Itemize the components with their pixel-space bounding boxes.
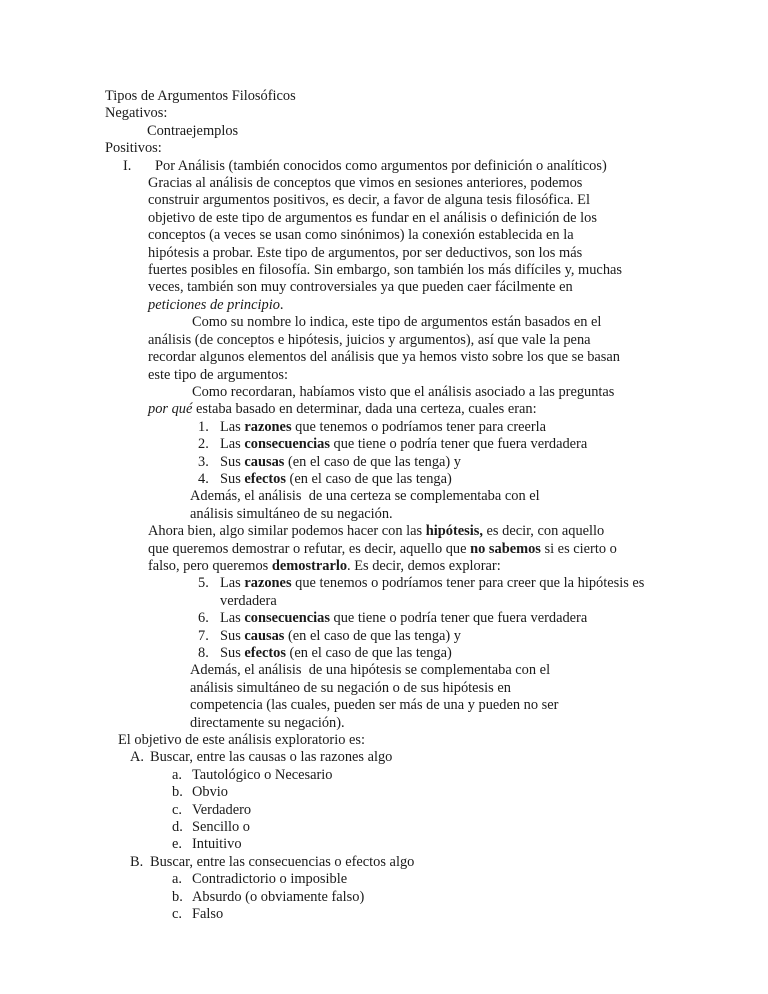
list-text — [220, 454, 667, 471]
negatives-label: Negativos: — [105, 105, 168, 122]
list-text: Tautológico o Necesario — [192, 766, 333, 783]
list-text — [220, 419, 667, 436]
list-item — [130, 767, 667, 784]
section-a-items — [130, 767, 667, 854]
list-marker: 4. — [198, 470, 209, 487]
list-text-pre: Las — [220, 418, 245, 435]
list-item — [105, 419, 667, 436]
list-text: Intuitivo — [192, 836, 242, 853]
list-marker: d. — [172, 819, 183, 836]
section-heading: Buscar, entre las consecuencias o efectos algo — [150, 853, 415, 870]
list-text — [220, 610, 667, 627]
list-text — [220, 628, 667, 645]
list-text-bold: efectos — [244, 470, 286, 487]
list-text-post: (en el caso de que las tenga) y — [284, 453, 461, 470]
certainty-list — [105, 419, 667, 489]
section-b — [105, 854, 667, 924]
list-item — [130, 871, 667, 888]
list-item — [130, 889, 667, 906]
paragraph-1-italic-peticiones: peticiones de principio — [148, 296, 280, 313]
list-text-post: que tenemos o podríamos tener para creer que la hipótesis es verdadera — [220, 575, 645, 609]
hypothesis-intro-e: . Es decir, demos explorar: — [347, 557, 501, 574]
list-marker: 5. — [198, 575, 209, 592]
list-item — [105, 645, 667, 662]
paragraph-3-text-b: estaba basado en determinar, dada una certeza, cuales eran: — [192, 401, 537, 418]
list-item — [130, 802, 667, 819]
paragraph-1-text-a: Gracias al análisis de conceptos que vimos en sesiones anteriores, podemos construir argumentos positivos, es decir, a favor de alguna tesis filosófica. El objetivo de este tipo de argumentos es fundar en el análisis o definición de los conceptos (a veces se usan como sinónimos) la conexión establecida en la hipótesis a probar. Este tipo de argumentos, por ser deductivos, son los más fuertes posibles en filosofía. Sin embargo, son también los más difíciles y, muchas veces, también son muy controversiales ya que pueden caer fácilmente en — [148, 175, 623, 296]
analysis-body — [105, 175, 624, 419]
list-item — [130, 784, 667, 801]
paragraph-3-text-a: Como recordaran, habíamos visto que el análisis asociado a las preguntas — [192, 383, 615, 400]
paragraph-analysis-2: Como su nombre lo indica, este tipo de argumentos están basados en el análisis (de conceptos e hipótesis, juicios y argumentos), así que vale la pena recordar algunos elementos del análisis que ya hemos visto sobre los que se basan este tipo de argumentos: — [148, 314, 620, 383]
paragraph-analysis-1 — [148, 175, 624, 314]
list-item — [105, 575, 667, 610]
section-b-heading-row — [130, 854, 667, 871]
list-text-pre: Sus — [220, 470, 245, 487]
list-text-bold: causas — [244, 627, 285, 644]
paragraph-3-italic-por-que: por qué — [148, 401, 193, 418]
list-text-bold: razones — [244, 575, 292, 592]
list-item — [105, 454, 667, 471]
hypothesis-intro-bold-demostrarlo: demostrarlo — [271, 557, 348, 574]
hypothesis-note: Además, el análisis de una hipótesis se complementaba con el análisis simultáneo de su negación o de sus hipótesis en competencia (las cuales, pueden ser más de una y pueden no ser directamente su negación). — [190, 662, 563, 731]
list-text-bold: razones — [244, 418, 292, 435]
list-text: Absurdo (o obviamente falso) — [192, 888, 365, 905]
list-marker: c. — [172, 801, 182, 818]
list-marker: 8. — [198, 645, 209, 661]
list-item — [130, 836, 667, 853]
list-text-bold: consecuencias — [244, 436, 330, 453]
hypothesis-intro-bold-no-sabemos: no sabemos — [470, 540, 541, 557]
list-marker: e. — [172, 836, 182, 853]
list-text-pre: Sus — [220, 453, 245, 470]
certainty-note: Además, el análisis de una certeza se complementaba con el análisis simultáneo de su negación. — [190, 488, 544, 522]
hypothesis-intro-d: si es cierto o falso, pero queremos — [148, 540, 617, 574]
list-text: Contradictorio o imposible — [192, 871, 348, 888]
roman-marker-i: I. — [123, 157, 132, 174]
list-text-post: que tenemos o podríamos tener para creerla — [291, 418, 547, 435]
list-item — [105, 628, 667, 645]
hypothesis-intro-bold-hipotesis: hipótesis, — [425, 523, 483, 540]
section-marker: A. — [130, 749, 144, 766]
list-text-post: que tiene o podría tener que fuera verdadera — [329, 610, 588, 627]
list-text-bold: consecuencias — [244, 610, 330, 627]
list-marker: b. — [172, 784, 183, 801]
section-marker: B. — [130, 853, 144, 870]
document-title: Tipos de Argumentos Filosóficos — [105, 88, 296, 104]
hypothesis-list — [105, 575, 667, 662]
list-item — [130, 906, 667, 923]
list-marker: 3. — [198, 453, 209, 470]
section-a-heading-row — [130, 749, 667, 766]
hypothesis-intro-a: Ahora bien, algo similar podemos hacer con las — [148, 523, 426, 540]
list-item — [105, 471, 667, 488]
sections-list — [105, 749, 667, 923]
list-text — [220, 471, 667, 488]
section-b-items — [130, 871, 667, 923]
hypothesis-intro-c: es decir, con aquello que queremos demostrar o refutar, es decir, aquello que — [148, 523, 605, 557]
list-text — [220, 575, 667, 610]
list-text-bold: efectos — [244, 645, 286, 661]
list-marker: a. — [172, 871, 182, 888]
list-text — [220, 645, 667, 662]
list-text: Falso — [192, 906, 224, 923]
list-marker: 2. — [198, 436, 209, 453]
paragraph-1-text-b: . — [279, 296, 284, 313]
section-a — [105, 749, 667, 853]
list-text-pre: Las — [220, 436, 245, 453]
list-text-pre: Las — [220, 610, 245, 627]
negatives-item-contraejemplos: Contraejemplos — [147, 122, 239, 139]
list-marker: 6. — [198, 610, 209, 627]
list-marker: b. — [172, 888, 183, 905]
list-text-pre: Sus — [220, 645, 245, 661]
objective-line: El objetivo de este análisis exploratorio es: — [118, 732, 365, 749]
list-text-bold: causas — [244, 453, 285, 470]
list-item — [105, 610, 667, 627]
list-item — [105, 436, 667, 453]
list-marker: 1. — [198, 418, 209, 435]
list-item — [130, 819, 667, 836]
list-text: Sencillo o — [192, 819, 250, 836]
list-text-post: (en el caso de que las tenga) y — [284, 627, 461, 644]
roman-item-i — [105, 158, 667, 175]
list-text-post: que tiene o podría tener que fuera verdadera — [329, 436, 588, 453]
list-marker: c. — [172, 906, 182, 923]
roman-heading-i: Por Análisis (también conocidos como argumentos por definición o analíticos) — [155, 157, 607, 174]
list-text-post: (en el caso de que las tenga) — [285, 470, 452, 487]
list-marker: a. — [172, 766, 182, 783]
document-body — [105, 88, 667, 924]
positives-label: Positivos: — [105, 140, 162, 157]
list-text-pre: Sus — [220, 627, 245, 644]
paragraph-hypothesis-intro — [148, 523, 624, 575]
list-text-post: (en el caso de que las tenga) — [285, 645, 452, 661]
list-text: Verdadero — [192, 801, 252, 818]
hypothesis-intro — [105, 523, 624, 575]
section-heading: Buscar, entre las causas o las razones algo — [150, 749, 393, 766]
paragraph-analysis-3 — [148, 384, 624, 419]
list-text — [220, 436, 667, 453]
list-text-pre: Las — [220, 575, 245, 592]
list-text: Obvio — [192, 784, 228, 801]
list-marker: 7. — [198, 627, 209, 644]
